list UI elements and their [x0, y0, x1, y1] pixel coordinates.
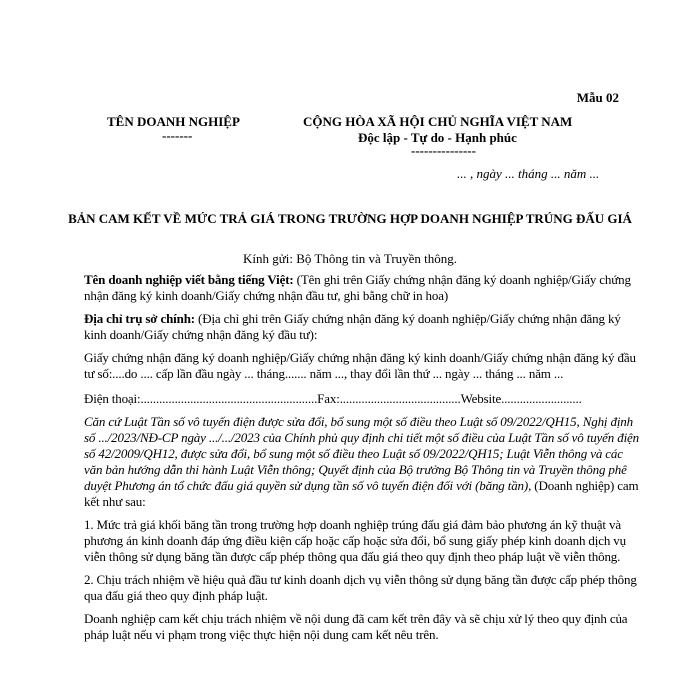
address-paragraph [84, 311, 644, 343]
contact-paragraph: Điện thoại:.........................................................Fax:.......................................Website.......................... [84, 391, 582, 406]
commitment-item-2: 2. Chịu trách nhiệm về hiệu quả đầu tư kinh doanh dịch vụ viễn thông sử dụng băng tần được cấp phép thông qua đấu giá theo quy định pháp luật. [84, 572, 637, 603]
company-name-placeholder: TÊN DOANH NGHIỆP [107, 114, 240, 129]
legal-basis-paragraph [84, 414, 644, 510]
document-body [84, 272, 644, 650]
company-name-label: Tên doanh nghiệp viết bằng tiếng Việt: [84, 272, 294, 287]
national-title: CỘNG HÒA XÃ HỘI CHỦ NGHĨA VIỆT NAM [303, 114, 573, 129]
motto-separator: --------------- [411, 143, 476, 158]
company-separator: ------- [162, 128, 193, 143]
address-text: (Địa chỉ ghi trên Giấy chứng nhận đăng ký doanh nghiệp/Giấy chứng nhận đăng ký kinh doanh/Giấy chứng nhận đăng ký đầu tư): [84, 311, 621, 342]
national-motto: Độc lập - Tự do - Hạnh phúc [358, 130, 517, 145]
certificate-paragraph: Giấy chứng nhận đăng ký doanh nghiệp/Giấy chứng nhận đăng ký kinh doanh/Giấy chứng nhận đăng ký đầu tư số:....do .... cấp lần đầu ngày ... tháng....... năm ..., thay đổi lần thứ ... ngày ... tháng ... năm ... [84, 350, 636, 381]
form-code: Mẫu 02 [576, 90, 619, 105]
legal-basis-tail: (Doanh nghiệp) cam kết như sau: [84, 478, 639, 509]
legal-basis-text: Căn cứ Luật Tần số vô tuyến điện được sửa đổi, bổ sung một số điều theo Luật số 09/2022/QH15, Nghị định số .../2023/NĐ-CP ngày .../.../2023 của Chính phủ quy định chi tiết một số điều của Luật Tần số vô tuyến điện số 42/2009/QH12, được sửa đổi, bổ sung một số điều theo Luật số 09/2022/QH15; Luật Viễn thông và các văn bản hướng dẫn thi hành Luật Viễn thông; Quyết định của Bộ trưởng Bộ Thông tin và Truyền thông phê duyệt Phương án tổ chức đấu giá quyền sử dụng tần số vô tuyến điện đối với (băng tần), [84, 414, 640, 493]
document-title: BẢN CAM KẾT VỀ MỨC TRẢ GIÁ TRONG TRƯỜNG HỢP DOANH NGHIỆP TRÚNG ĐẤU GIÁ [68, 211, 632, 226]
commitment-item-1: 1. Mức trả giá khối băng tần trong trường hợp doanh nghiệp trúng đấu giá đảm bảo phương án kỹ thuật và phương án kinh doanh đáp ứng điều kiện cấp hoặc cấp hoặc sửa đổi, bổ sung giấy phép kinh doanh dịch vụ viễn thông sử dụng băng tần được cấp phép thông qua đấu giá theo quy định theo pháp luật về viễn thông. [84, 517, 626, 564]
date-line: ... , ngày ... tháng ... năm ... [457, 166, 600, 181]
closing-paragraph: Doanh nghiệp cam kết chịu trách nhiệm về nội dung đã cam kết trên đây và sẽ chịu xử lý theo quy định của pháp luật nếu vi phạm trong việc thực hiện nội dung cam kết nêu trên. [84, 611, 628, 642]
address-label: Địa chỉ trụ sở chính: [84, 311, 195, 326]
recipient-line: Kính gửi: Bộ Thông tin và Truyền thông. [242, 251, 458, 266]
company-name-text: (Tên ghi trên Giấy chứng nhận đăng ký doanh nghiệp/Giấy chứng nhận đăng ký kinh doanh/Giấy chứng nhận đầu tư, ghi bằng chữ in hoa) [84, 272, 631, 303]
company-name-paragraph [84, 272, 644, 304]
